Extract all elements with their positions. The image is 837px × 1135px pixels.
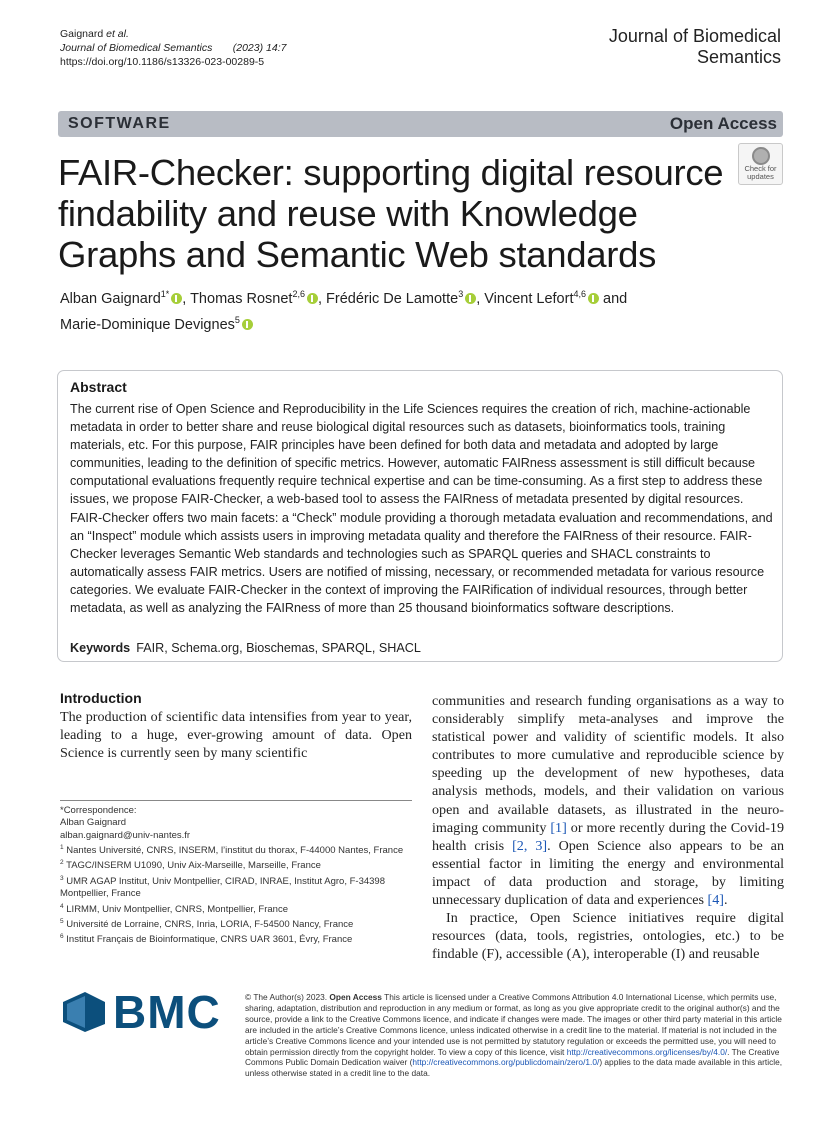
header-authors: Gaignard et al. (60, 28, 129, 40)
body-column-right (432, 692, 784, 963)
affiliation: $^2$ TAGC/INSERM U1090, Univ Aix-Marseille, Marseille, France (60, 859, 321, 872)
footnote-divider (60, 800, 412, 801)
bmc-wordmark: BMC (113, 986, 221, 1038)
citation-link[interactable]: [4] (707, 892, 724, 909)
body-paragraph: In practice, Open Science initiatives require digital resources (data, tools, registries, ontologies, etc.) to be findable (F), accessible (A), interoperable (I) and reusable (432, 910, 784, 963)
author[interactable]: Alban Gaignard$^{1*}$ (60, 291, 182, 307)
author[interactable]: Thomas Rosnet$^{2,6}$ (190, 291, 318, 307)
affiliation: $^6$ Institut Français de Bioinformatique, CNRS UAR 3601, Évry, France (60, 933, 353, 946)
bmc-mark-icon (63, 992, 105, 1032)
footnotes: *Correspondence: Alban Gaignard alban.gaignard@univ-nantes.fr $^1$ Nantes Université, CNRS, INSERM, l’institut du thorax, F-44000 Nantes, France $^2$ TAGC/INSERM U1090, Univ Aix-Marseille, Marseille, France $^3$ UMR AGAP Institut, Univ Montpellier, CIRAD, INRAE, Institut Agro, F-34398 Montpellier, France $^4$ LIRMM, Univ Montpellier, CNRS, Montpellier, France $^5$ Université de Lorraine, CNRS, Inria, LORIA, F-54500 Nancy, France $^6$ Institut Français de Bioinformatique, CNRS UAR 3601, Évry, France (60, 805, 420, 947)
author[interactable]: Vincent Lefort$^{4,6}$ (484, 291, 599, 307)
citation-link[interactable]: [1] (550, 819, 567, 836)
open-access-label: Open Access (669, 114, 777, 133)
orcid-icon[interactable] (465, 293, 476, 304)
header-doi[interactable]: https://doi.org/10.1186/s13326-023-00289-5 (60, 56, 265, 68)
article-type-banner (58, 111, 783, 137)
license-statement: © The Author(s) 2023. Open Access This article is licensed under a Creative Commons Attribution 4.0 International License, which permits use, sharing, adaptation, distribution and reproduction in any medium or format, as long as you give appropriate credit to the original author(s) and the source, provide a link to the Creative Commons licence, and indicate if changes were made. The images or other third party material in this article are included in the article’s Creative Commons licence, unless indicated otherwise in a credit line to the material. If material is not included in the article’s Creative Commons licence and your intended use is not permitted by statutory regulation or exceeds the permitted use, you will need to obtain permission directly from the copyright holder. To view a copy of this licence, visit http://creativecommons.org/licenses/by/4.0/. The Creative Commons Public Domain Dedication waiver (http://creativecommons.org/publicdomain/zero/1.0/) applies to the data made available in this article, unless otherwise stated in a credit line to the data. (245, 992, 783, 1079)
check-updates-icon (752, 147, 770, 165)
affiliation: $^4$ LIRMM, Univ Montpellier, CNRS, Montpellier, France (60, 902, 289, 915)
orcid-icon[interactable] (588, 293, 599, 304)
body-paragraph: communities and research funding organisations as a way to considerably simplify meta-analyses and improve the statistical power and validity of scientific models. It also contributes to more cumulative and reproducible science by speeding up the development of new hypotheses, data analysis methods, models, and their validation on various open and available datasets, as illustrated in the neuro-imaging community [1] or more recently during the Covid-19 health crisis [2, 3]. Open Science also appears to be an essential factor in limiting the energy and environmental impact of data production and storage, by limiting unnecessary duplication of data and experiences [4]. (432, 693, 785, 909)
orcid-icon[interactable] (307, 293, 318, 304)
check-for-updates-badge[interactable] (738, 143, 783, 185)
author-list: Alban Gaignard$^{1*}$ , Thomas Rosnet$^{2,6}$ , Frédéric De Lamotte$^3$ , Vincent Lefort$^{4,6}$ and Marie-Dominique Devignes$^5$ (60, 289, 628, 333)
orcid-icon[interactable] (242, 319, 253, 330)
abstract-text: The current rise of Open Science and Reproducibility in the Life Sciences requires the creation of rich, machine-actionable metadata in order to better share and reuse biological digital resources such as datasets, bioinformatics tools, training materials, etc. For this purpose, FAIR principles have been defined for both data and metadata and adopted by large communities, leading to the definition of specific metrics. However, automatic FAIRness assessment is still difficult because computational evaluations frequently require technical expertise and can be time-consuming. As a first step to address these issues, we propose FAIR-Checker, a web-based tool to assess the FAIRness of metadata presented by digital resources. FAIR-Checker offers two main facets: a “Check” module providing a thorough metadata evaluation and recommendations, and an “Inspect” module which assists users in improving metadata quality and therefore the FAIRness of their resource. FAIR-Checker leverages Semantic Web standards and technologies such as SPARQL queries and SHACL constraints to automatically assess FAIR metrics. Users are notified of missing, necessary, or recommended metadata for various resource categories. We evaluate FAIR-Checker in the context of improving the FAIRification of individual resources, through better metadata, as well as analyzing the FAIRness of more than 25 thousand bioinformatics software descriptions. (70, 402, 773, 616)
check-updates-label: Check for updates (744, 164, 777, 181)
section-heading-introduction: Introduction (60, 690, 142, 706)
correspondence-email[interactable]: alban.gaignard@univ-nantes.fr (60, 829, 191, 841)
orcid-icon[interactable] (171, 293, 182, 304)
abstract-heading: Abstract (70, 379, 127, 395)
license-link[interactable]: http://creativecommons.org/licenses/by/4.0/ (566, 1046, 728, 1057)
header-citation: Journal of Biomedical Semantics (2023) 14:7 (60, 42, 287, 54)
affiliation: $^3$ UMR AGAP Institut, Univ Montpellier, CIRAD, INRAE, Institut Agro, F-34398 Montpellier, France (60, 874, 385, 900)
bmc-logo[interactable] (63, 986, 225, 1038)
body-column-left (60, 690, 412, 762)
keywords: Keywords FAIR, Schema.org, Bioschemas, SPARQL, SHACL (70, 641, 421, 655)
running-header (60, 27, 286, 69)
public-domain-link[interactable]: http://creativecommons.org/publicdomain/zero/1.0/ (412, 1057, 600, 1068)
affiliation: $^5$ Université de Lorraine, CNRS, Inria, LORIA, F-54500 Nancy, France (60, 918, 354, 931)
abstract-box (57, 370, 783, 662)
journal-name: Journal of Biomedical Semantics (608, 26, 781, 67)
article-type: SOFTWARE (68, 115, 171, 132)
affiliation: $^1$ Nantes Université, CNRS, INSERM, l’institut du thorax, F-44000 Nantes, France (60, 843, 404, 857)
citation-link[interactable]: [2, 3] (512, 837, 548, 854)
author[interactable]: Frédéric De Lamotte$^3$ (326, 291, 476, 307)
author[interactable]: Marie-Dominique Devignes$^5$ (60, 317, 253, 333)
article-title: FAIR-Checker: supporting digital resource findability and reuse with Knowledge Graphs and Semantic Web standards (58, 152, 724, 275)
body-paragraph: The production of scientific data intensifies from year to year, leading to a huge, ever-growing amount of data. Open Science is currently seen by many scientific (60, 709, 412, 762)
